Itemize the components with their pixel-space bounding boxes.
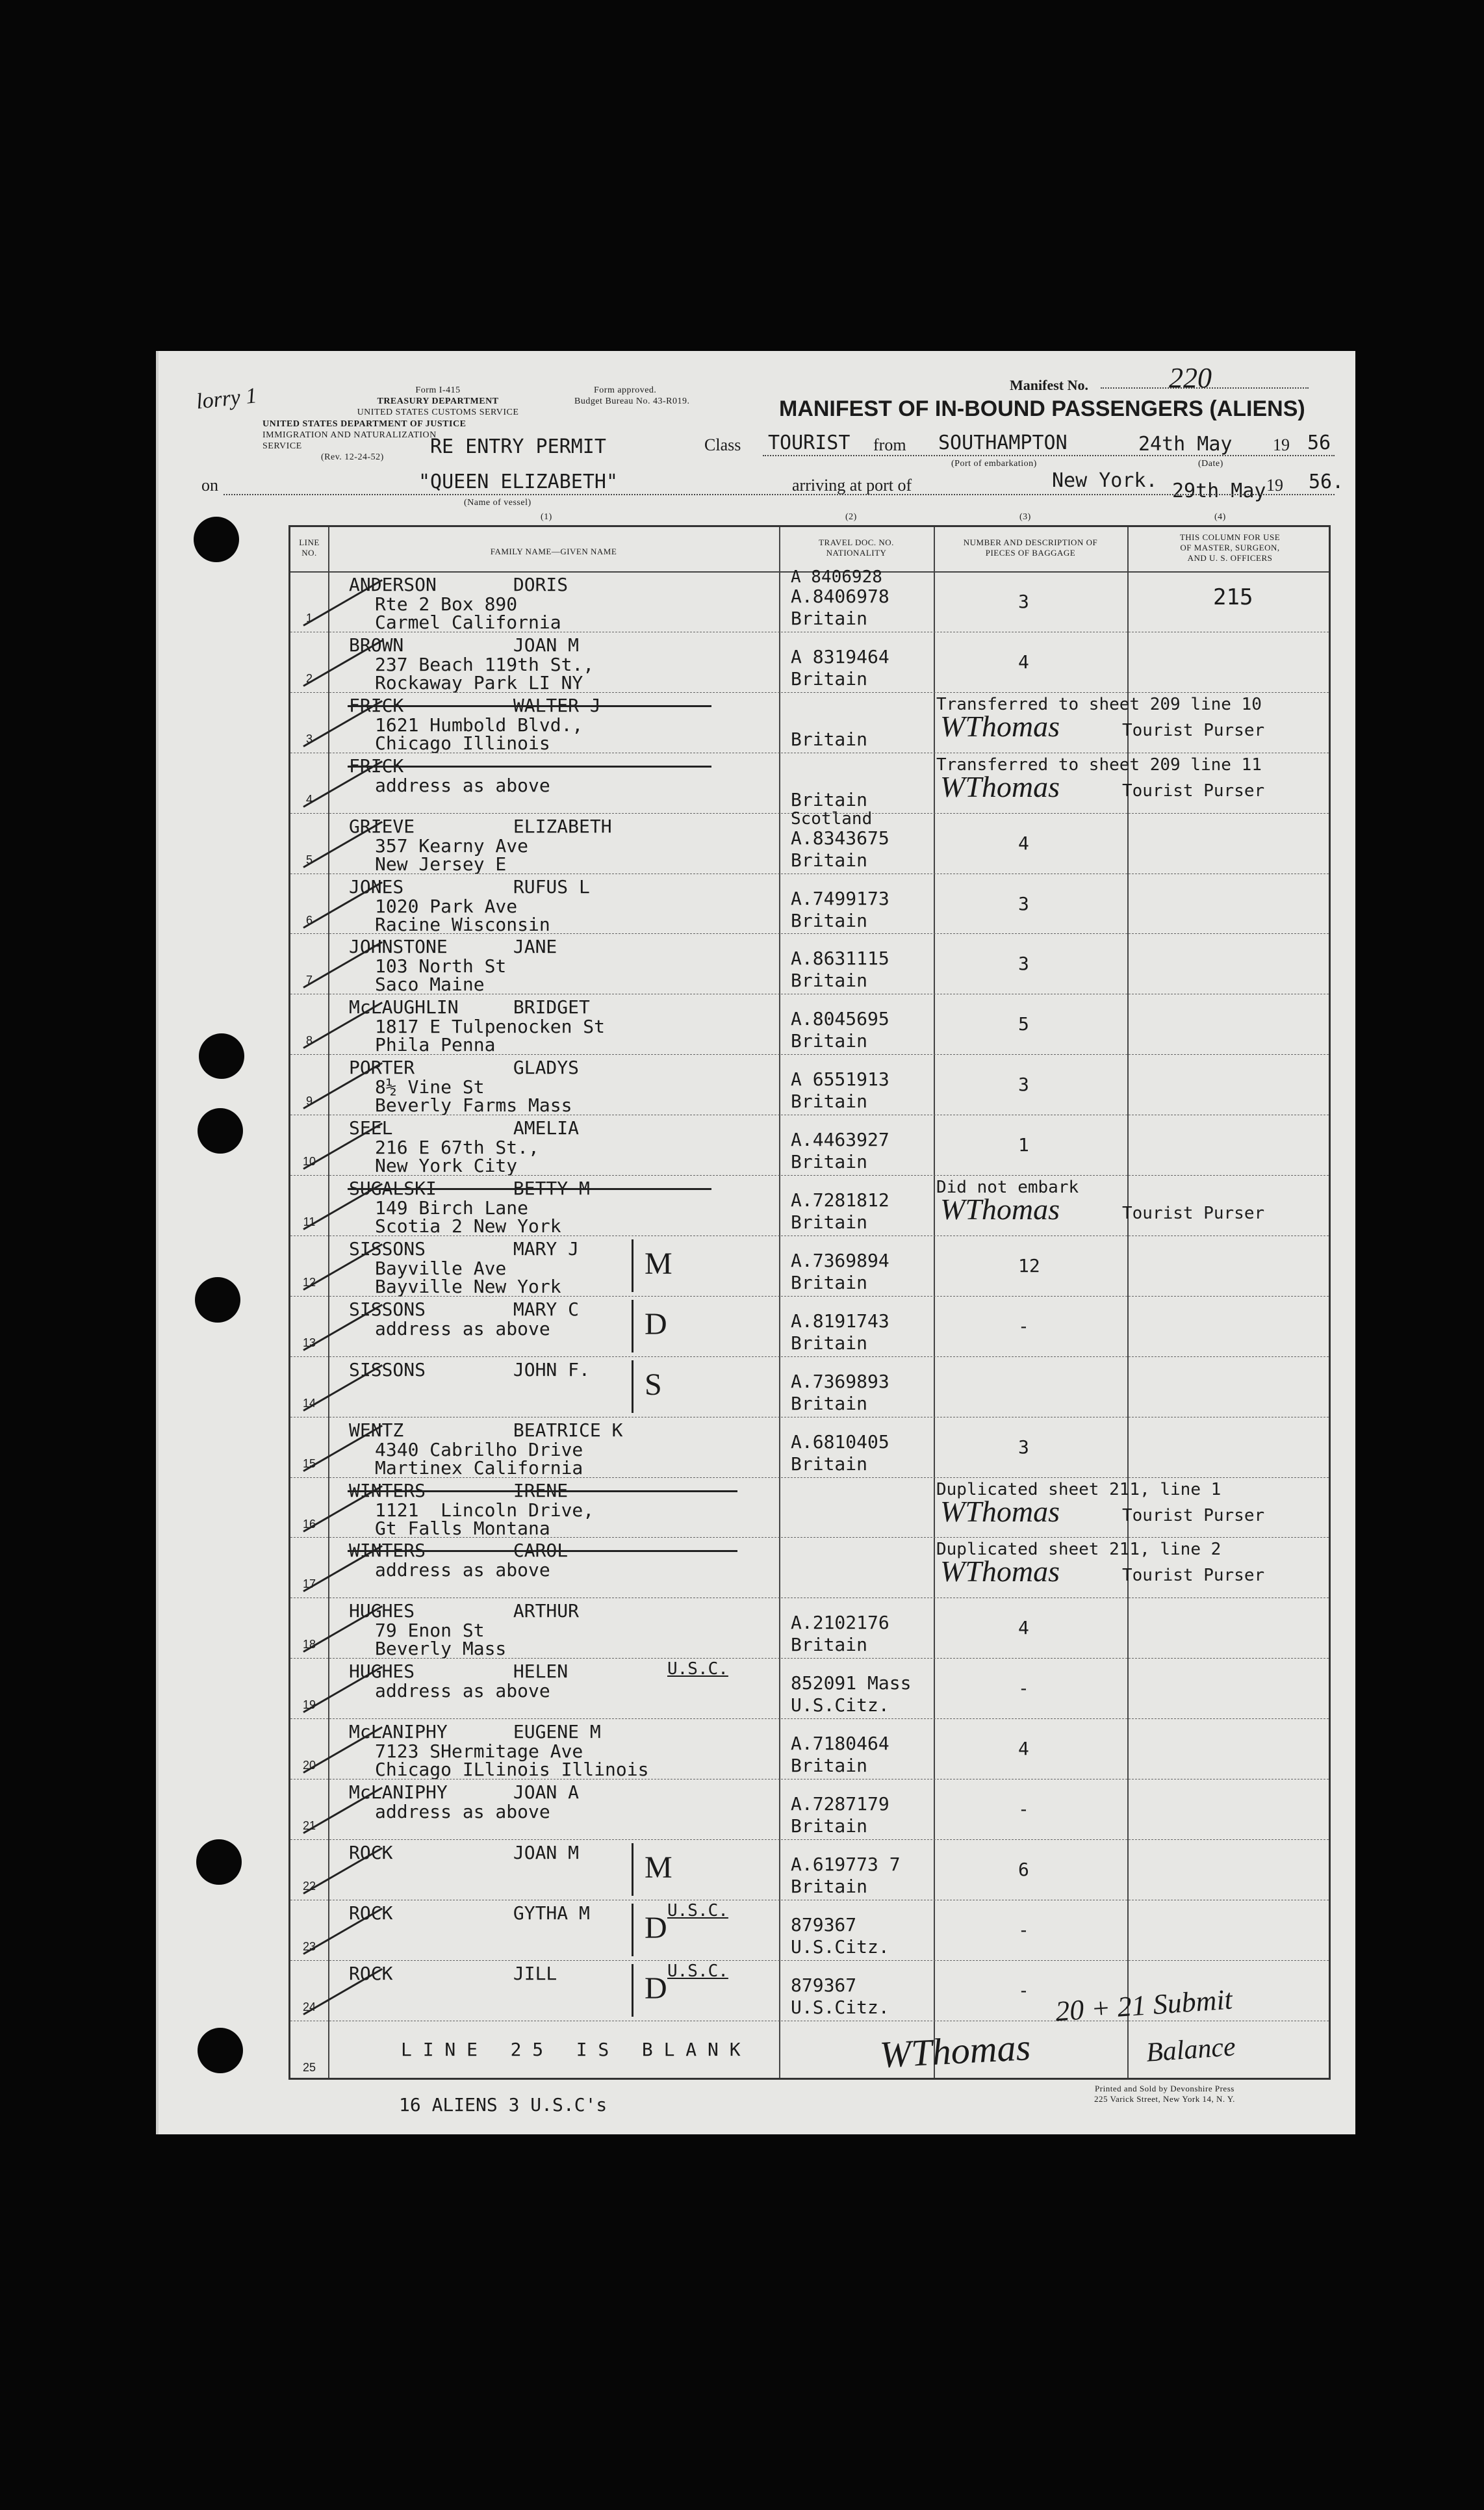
check-mark [303, 1243, 383, 1291]
check-mark [303, 1546, 383, 1593]
travel-doc-number: A 6551913 [791, 1068, 889, 1091]
passenger-city: Beverly Farms Mass [375, 1094, 572, 1117]
check-mark [303, 1666, 383, 1713]
check-mark [303, 760, 383, 808]
purser-initials: WThomas [940, 1555, 1060, 1588]
passenger-name: ROCK JILL [349, 1962, 557, 1984]
passenger-name: SEEL AMELIA [349, 1117, 580, 1139]
row-divider [290, 933, 1329, 934]
usc-tag: U.S.C. [667, 1900, 728, 1921]
passenger-name: HUGHES HELEN [349, 1661, 569, 1683]
nationality: Britain [791, 1091, 868, 1113]
passenger-address: 149 Birch Lane [375, 1197, 529, 1219]
bracket-line [632, 1964, 633, 2017]
nationality: Britain [791, 970, 868, 992]
row-divider [290, 1356, 1329, 1357]
arrival-date: 29th May [1172, 480, 1266, 502]
agency-treasury: TREASURY DEPARTMENT [377, 396, 499, 406]
line-number: 19 [302, 1698, 316, 1712]
baggage: 4 [1018, 832, 1029, 854]
check-mark [303, 942, 383, 989]
bracket-line [632, 1300, 633, 1352]
purser-note: Tourist Purser [1122, 1505, 1265, 1525]
passenger-table [288, 525, 1331, 2080]
handwritten-relation-mark: M [645, 1850, 672, 1885]
baggage: Transferred to sheet 209 line 11 [936, 755, 1262, 775]
passenger-address: 237 Beach 119th St., [375, 653, 595, 675]
travel-doc-number: A.8343675 [791, 827, 889, 849]
passenger-address: 1020 Park Ave [375, 895, 518, 917]
line-number: 10 [302, 1155, 316, 1169]
embark-port: SOUTHAMPTON [938, 432, 1068, 454]
baggage: 1 [1018, 1134, 1029, 1156]
manifest-title: MANIFEST OF IN-BOUND PASSENGERS (ALIENS) [779, 396, 1305, 421]
nationality: U.S.Citz. [791, 1935, 889, 1958]
passenger-name: McLANIPHY EUGENE M [349, 1721, 601, 1743]
row-divider [290, 1839, 1329, 1840]
arriving-label: arriving at port of [792, 476, 912, 495]
line-number: 9 [305, 1094, 313, 1108]
travel-doc-number: A.6810405 [791, 1430, 889, 1453]
baggage: - [1018, 1315, 1029, 1337]
nationality: Britain [791, 1453, 868, 1475]
line-number: 22 [302, 1879, 316, 1893]
handwritten-relation-mark: D [645, 1910, 667, 1945]
baggage: 12 [1018, 1254, 1040, 1276]
passenger-name: WINTERS CAROL [349, 1540, 569, 1562]
nationality: Britain [791, 1151, 868, 1173]
line-number: 12 [302, 1275, 316, 1289]
check-mark [303, 1726, 383, 1774]
travel-doc-number: A.7499173 [791, 887, 889, 909]
strike-line [348, 705, 711, 707]
baggage: 3 [1018, 892, 1029, 914]
passenger-address: address as above [375, 1559, 550, 1581]
row-divider [290, 1658, 1329, 1659]
passenger-city: Rockaway Park LI NY [375, 671, 583, 693]
header-name: FAMILY NAME—GIVEN NAME [490, 547, 617, 556]
alien-count-note: 16 ALIENS 3 U.S.C's [399, 2094, 608, 2115]
passenger-address: address as above [375, 1801, 550, 1822]
passenger-address: Bayville Ave [375, 1257, 507, 1279]
passenger-name: SUGALSKI BETTY M [349, 1178, 590, 1199]
travel-doc-number: A.7287179 [791, 1793, 889, 1815]
nationality: Britain [791, 1634, 868, 1656]
passenger-name: JONES RUFUS L [349, 875, 590, 898]
header-line-no: LINE NO. [299, 537, 320, 558]
baggage: 4 [1018, 1617, 1029, 1639]
strike-line [348, 1550, 737, 1552]
line-number: 5 [305, 853, 313, 866]
form-agency-block [321, 385, 555, 418]
nationality: Britain [791, 1211, 868, 1233]
on-label: on [201, 476, 218, 495]
officer-note: 215 [1213, 584, 1253, 610]
travel-doc-number: A.4463927 [791, 1129, 889, 1151]
passenger-address: 103 North St [375, 955, 507, 977]
purser-note: Tourist Purser [1122, 1204, 1265, 1223]
passenger-name: SISSONS MARY C [349, 1298, 580, 1320]
manifest-sheet [156, 351, 1355, 2134]
line-number: 14 [302, 1396, 316, 1410]
check-mark [303, 1183, 383, 1230]
nationality: Britain [791, 1755, 868, 1777]
arrival-port: New York. [1052, 469, 1158, 492]
check-mark [303, 1485, 383, 1533]
nationality: Britain [791, 1030, 868, 1052]
handwritten-relation-mark: S [645, 1367, 662, 1402]
baggage: 5 [1018, 1013, 1029, 1035]
agency-ins: IMMIGRATION AND NATURALIZATION SERVICE [262, 430, 437, 451]
passenger-address: 216 E 67th St., [375, 1137, 539, 1159]
purser-signature: WThomas [878, 2025, 1032, 2077]
passenger-name: BROWN JOAN M [349, 634, 580, 656]
header-officers: THIS COLUMN FOR USE OF MASTER, SURGEON, AND U. S. OFFICERS [1179, 532, 1281, 563]
passenger-address: 1621 Humbold Blvd., [375, 714, 583, 736]
row-divider [290, 1718, 1329, 1719]
baggage: - [1018, 1677, 1029, 1700]
nationality: Britain [791, 909, 868, 931]
row-divider [290, 873, 1329, 874]
passenger-address: Rte 2 Box 890 [375, 593, 518, 615]
row-divider [290, 1296, 1329, 1297]
date-caption: (Date) [1198, 459, 1223, 469]
travel-doc-number: A.2102176 [791, 1612, 889, 1634]
header-baggage: NUMBER AND DESCRIPTION OF PIECES OF BAGGAGE [963, 537, 1098, 558]
passenger-address: 1817 E Tulpenocken St [375, 1016, 606, 1038]
passenger-city: New York City [375, 1155, 518, 1177]
row-divider [290, 1960, 1329, 1961]
nationality: Britain [791, 1815, 868, 1837]
bracket-line [632, 1360, 633, 1413]
passenger-address: 8½ Vine St [375, 1076, 485, 1098]
line-number: 17 [302, 1577, 316, 1591]
passenger-name: FRICK WALTER J [349, 694, 601, 716]
check-mark [303, 579, 383, 627]
punch-hole [199, 1033, 244, 1079]
travel-doc-number: 879367 [791, 1974, 857, 1996]
passenger-name: McLAUGHLIN BRIDGET [349, 996, 590, 1018]
punch-hole [196, 1839, 242, 1885]
printer-address: 225 Varick Street, New York 14, N. Y. [1094, 2094, 1235, 2104]
passenger-address: address as above [375, 774, 550, 796]
line-number: 24 [302, 2000, 316, 2013]
baggage: 6 [1018, 1858, 1029, 1880]
passenger-name: ANDERSON DORIS [349, 574, 569, 595]
arrival-year: 56. [1309, 471, 1344, 493]
row-divider [290, 1054, 1329, 1055]
row-divider [290, 1175, 1329, 1176]
purser-initials: WThomas [940, 1494, 1060, 1528]
nationality: U.S.Citz. [791, 1694, 889, 1716]
nationality: Britain [791, 667, 868, 690]
manifest-number: 220 [1169, 362, 1212, 394]
nationality: Britain [791, 1392, 868, 1414]
passenger-name: WINTERS IRENE [349, 1479, 569, 1501]
passenger-city: Racine Wisconsin [375, 913, 550, 935]
line-number: 7 [305, 974, 313, 987]
passenger-city: Bayville New York [375, 1275, 561, 1297]
strike-line [348, 1490, 737, 1492]
strike-line [348, 1188, 711, 1190]
line-number: 25 [302, 2060, 316, 2074]
handwritten-note: 20 + 21 Submit [1054, 1983, 1234, 2028]
nationality: Britain [791, 1875, 868, 1897]
travel-doc-number: 852091 Mass [791, 1672, 912, 1694]
passenger-city: Martinex California [375, 1456, 583, 1479]
line-number: 13 [302, 1336, 316, 1349]
check-mark [303, 640, 383, 687]
baggage: 3 [1018, 1074, 1029, 1096]
baggage: 4 [1018, 1738, 1029, 1760]
bracket-line [632, 1904, 633, 1956]
agency-justice: UNITED STATES DEPARTMENT OF JUSTICE [262, 419, 467, 429]
printer-name: Printed and Sold by Devonshire Press [1095, 2084, 1235, 2093]
row-divider [290, 1477, 1329, 1478]
passenger-address: 79 Enon St [375, 1620, 485, 1642]
passenger-city: Beverly Mass [375, 1638, 507, 1660]
check-mark [303, 1122, 383, 1170]
bracket-line [632, 1843, 633, 1896]
line-number: 11 [303, 1215, 316, 1228]
form-approved: Form approved. [594, 385, 657, 395]
travel-doc-number: A.7369894 [791, 1249, 889, 1271]
line-number: 1 [305, 612, 313, 625]
punch-hole [195, 1277, 240, 1323]
passenger-city: Phila Penna [375, 1034, 496, 1056]
passenger-city: Scotia 2 New York [375, 1215, 561, 1237]
passenger-city: Saco Maine [375, 974, 485, 996]
punch-hole [198, 1108, 243, 1154]
travel-doc-number: A.8045695 [791, 1008, 889, 1030]
passenger-name: WENTZ BEATRICE K [349, 1419, 623, 1441]
check-mark [303, 1304, 383, 1351]
check-mark [303, 1364, 383, 1412]
check-mark [303, 1968, 383, 2015]
passenger-city: Chicago ILlinois Illinois [375, 1759, 649, 1781]
baggage: Duplicated sheet 211, line 1 [936, 1479, 1222, 1499]
check-mark [303, 821, 383, 868]
vessel-name: "QUEEN ELIZABETH" [418, 471, 619, 493]
baggage: Transferred to sheet 209 line 10 [936, 694, 1262, 714]
travel-doc-number: A.8631115 [791, 948, 889, 970]
passenger-name: ROCK JOAN M [349, 1841, 580, 1863]
usc-tag: U.S.C. [667, 1659, 728, 1679]
passenger-address: 7123 SHermitage Ave [375, 1740, 583, 1763]
form-number: Form I-415 [415, 385, 461, 395]
passenger-name: PORTER GLADYS [349, 1057, 580, 1079]
baggage: 3 [1018, 591, 1029, 612]
purser-note: Tourist Purser [1122, 781, 1265, 801]
doc-annotation: Scotland [791, 809, 873, 829]
strike-line [348, 766, 711, 768]
baggage: - [1018, 1979, 1029, 2001]
line-number: 18 [302, 1638, 316, 1651]
check-mark [303, 1002, 383, 1049]
agency-customs: UNITED STATES CUSTOMS SERVICE [357, 408, 519, 417]
punch-hole [194, 517, 239, 562]
col-num-3: (3) [1019, 512, 1031, 522]
form-approval [574, 385, 689, 407]
row-divider [290, 692, 1329, 693]
port-caption: (Port of embarkation) [951, 459, 1037, 469]
embark-year-prefix: 19 [1273, 435, 1290, 454]
form-revision: (Rev. 12-24-52) [321, 452, 384, 462]
embark-year: 56 [1307, 432, 1331, 454]
baggage: - [1018, 1919, 1029, 1941]
line-number: 6 [305, 913, 313, 927]
passenger-name: ROCK GYTHA M [349, 1902, 590, 1924]
nationality: Britain [791, 1271, 868, 1293]
nationality: U.S.Citz. [791, 1996, 889, 2018]
nationality: Britain [791, 849, 868, 871]
baggage: 3 [1018, 1436, 1029, 1458]
printer-info [1094, 2084, 1235, 2104]
col-num-2: (2) [845, 512, 857, 522]
travel-doc-number: A.7369893 [791, 1370, 889, 1392]
travel-doc-number: A.8191743 [791, 1310, 889, 1332]
purser-initials: WThomas [940, 1193, 1060, 1226]
passenger-name: FRICK [349, 755, 404, 777]
passenger-name: GRIEVE ELIZABETH [349, 815, 612, 837]
row-divider [290, 1537, 1329, 1538]
travel-doc-number: A.8406978 [791, 586, 889, 607]
class-label: Class [704, 435, 741, 454]
punch-hole [198, 2028, 243, 2073]
baggage: 3 [1018, 953, 1029, 975]
bracket-line [632, 1239, 633, 1292]
travel-doc-number: A.619773 7 [791, 1853, 901, 1875]
arrival-year-prefix: 19 [1266, 476, 1283, 495]
passenger-address: address as above [375, 1680, 550, 1702]
check-mark [303, 700, 383, 747]
usc-tag: U.S.C. [667, 1961, 728, 1981]
passenger-name: L I N E 2 5 I S B L A N K [401, 2038, 741, 2060]
embark-date: 24th May [1138, 433, 1233, 456]
col-num-1: (1) [541, 512, 552, 522]
baggage: - [1018, 1798, 1029, 1820]
line-number: 2 [305, 671, 313, 685]
passenger-address: 4340 Cabrilho Drive [375, 1438, 583, 1460]
nationality: Britain [791, 608, 868, 629]
margin-handwriting: lorry 1 [195, 383, 259, 414]
col-num-4: (4) [1214, 512, 1226, 522]
line-number: 4 [305, 792, 313, 806]
passenger-address: 357 Kearny Ave [375, 835, 529, 857]
passenger-city: New Jersey E [375, 853, 507, 875]
check-mark [303, 1425, 383, 1472]
nationality: Britain [791, 1332, 868, 1354]
doc-annotation: A 8406928 [791, 567, 882, 587]
passenger-name: SISSONS MARY J [349, 1237, 580, 1260]
line-number: 3 [305, 732, 313, 745]
passenger-address: address as above [375, 1317, 550, 1339]
passenger-city: Gt Falls Montana [375, 1517, 550, 1539]
reentry-permit: RE ENTRY PERMIT [430, 435, 606, 458]
line-number: 16 [302, 1517, 316, 1531]
line-number: 15 [302, 1456, 316, 1470]
line-number: 23 [302, 1939, 316, 1953]
class-value: TOURIST [768, 432, 851, 454]
vessel-caption: (Name of vessel) [464, 498, 531, 508]
handwritten-balance: Balance [1145, 2032, 1237, 2068]
passenger-name: HUGHES ARTHUR [349, 1600, 580, 1622]
handwritten-relation-mark: D [645, 1306, 667, 1341]
handwritten-relation-mark: D [645, 1971, 667, 2006]
baggage: Duplicated sheet 211, line 2 [936, 1540, 1222, 1560]
purser-initials: WThomas [940, 709, 1060, 743]
passenger-city: Chicago Illinois [375, 732, 550, 754]
baggage: 4 [1018, 651, 1029, 673]
travel-doc-number: A.7281812 [791, 1189, 889, 1211]
passenger-city: Carmel California [375, 612, 561, 633]
check-mark [303, 1847, 383, 1895]
nationality: Britain [791, 728, 868, 750]
passenger-name: SISSONS JOHN F. [349, 1358, 590, 1380]
check-mark [303, 1062, 383, 1109]
purser-initials: WThomas [940, 770, 1060, 803]
check-mark [303, 1787, 383, 1834]
line-number: 20 [302, 1759, 316, 1772]
line-number: 8 [305, 1034, 313, 1048]
handwritten-relation-mark: M [645, 1246, 672, 1281]
passenger-name: McLANIPHY JOAN A [349, 1781, 580, 1803]
baggage: Did not embark [936, 1178, 1079, 1197]
manifest-number-label: Manifest No. [1010, 377, 1088, 393]
check-mark [303, 881, 383, 929]
purser-note: Tourist Purser [1122, 720, 1265, 740]
from-label: from [873, 435, 906, 454]
travel-doc-number: A.7180464 [791, 1733, 889, 1755]
check-mark [303, 1605, 383, 1653]
travel-doc-number: 879367 [791, 1913, 857, 1935]
travel-doc-number: A 8319464 [791, 645, 889, 667]
nationality: Britain [791, 788, 868, 810]
budget-bureau: Budget Bureau No. 43-R019. [574, 396, 690, 406]
check-mark [303, 1908, 383, 1955]
passenger-name: JOHNSTONE JANE [349, 936, 557, 958]
passenger-address: 1121 Lincoln Drive, [375, 1499, 595, 1521]
purser-note: Tourist Purser [1122, 1566, 1265, 1586]
line-number: 21 [302, 1819, 316, 1832]
header-travel-doc: TRAVEL DOC. NO. NATIONALITY [819, 537, 894, 558]
